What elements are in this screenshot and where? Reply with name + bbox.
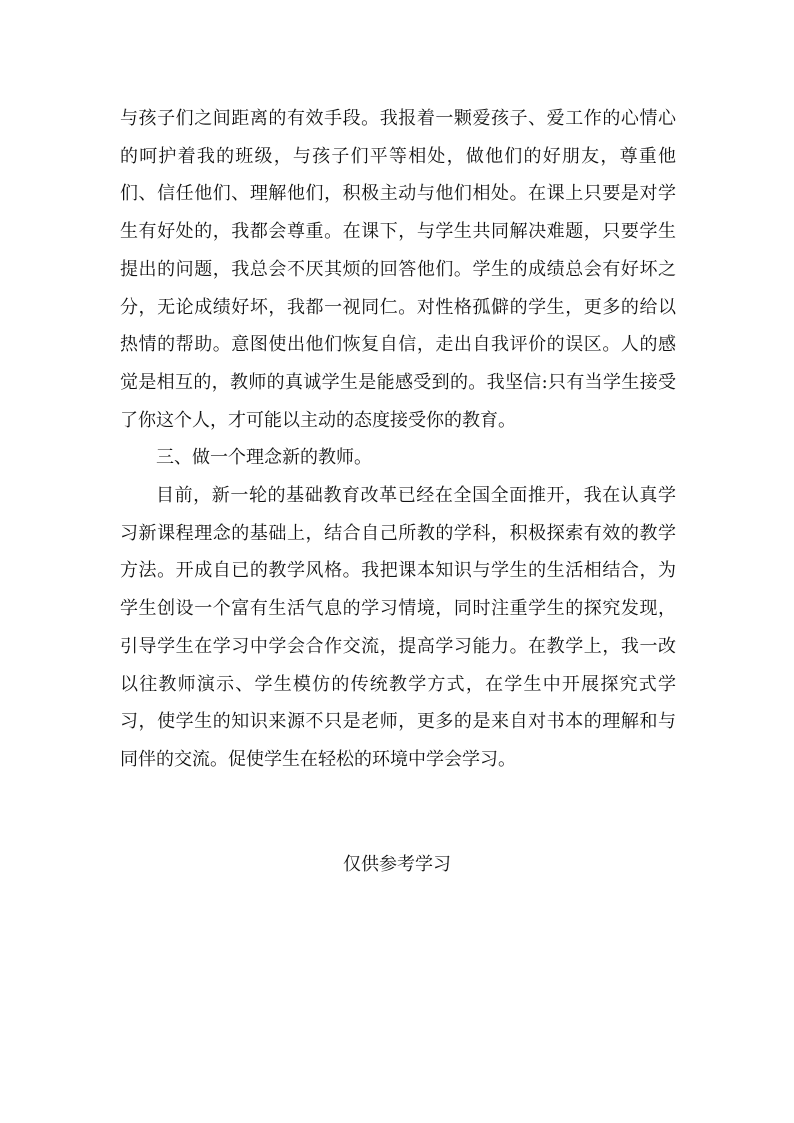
section-heading: 三、做一个理念新的教师。 — [156, 447, 372, 469]
body-paragraph-2: 目前，新一轮的基础教育改革已经在全国全面推开，我在认真学习新课程理念的基础上，结合自己所教的学科，积极探索有效的教学方法。开成自已的教学风格。我把课本知识与学生的生活相结合，为学生创设一个富有生活气息的学习情境，同时注重学生的探究发现，引导学生在学习中学会合作交流，提高学习能力。在教学上，我一改以往教师演示、学生模仿的传统教学方式，在学生中开展探究式学习，使学生的知识来源不只是老师，更多的是来自对书本的理解和与同伴的交流。促使学生在轻松的环境中学会学习。 — [120, 485, 676, 770]
document-body — [120, 100, 676, 779]
footer-note: 仅供参考学习 — [343, 854, 451, 875]
body-paragraph-1: 与孩子们之间距离的有效手段。我报着一颗爱孩子、爱工作的心情心的呵护着我的班级，与孩子们平等相处，做他们的好朋友，尊重他们、信任他们、理解他们，积极主动与他们相处。在课上只要是对学生有好处的，我都会尊重。在课下，与学生共同解决难题，只要学生提出的问题，我总会不厌其烦的回答他们。学生的成绩总会有好坏之分，无论成绩好坏，我都一视同仁。对性格孤僻的学生，更多的给以热情的帮助。意图使出他们恢复自信，走出自我评价的误区。人的感觉是相互的，教师的真诚学生是能感受到的。我坚信:只有当学生接受了你这个人，才可能以主动的态度接受你的教育。 — [120, 108, 676, 431]
